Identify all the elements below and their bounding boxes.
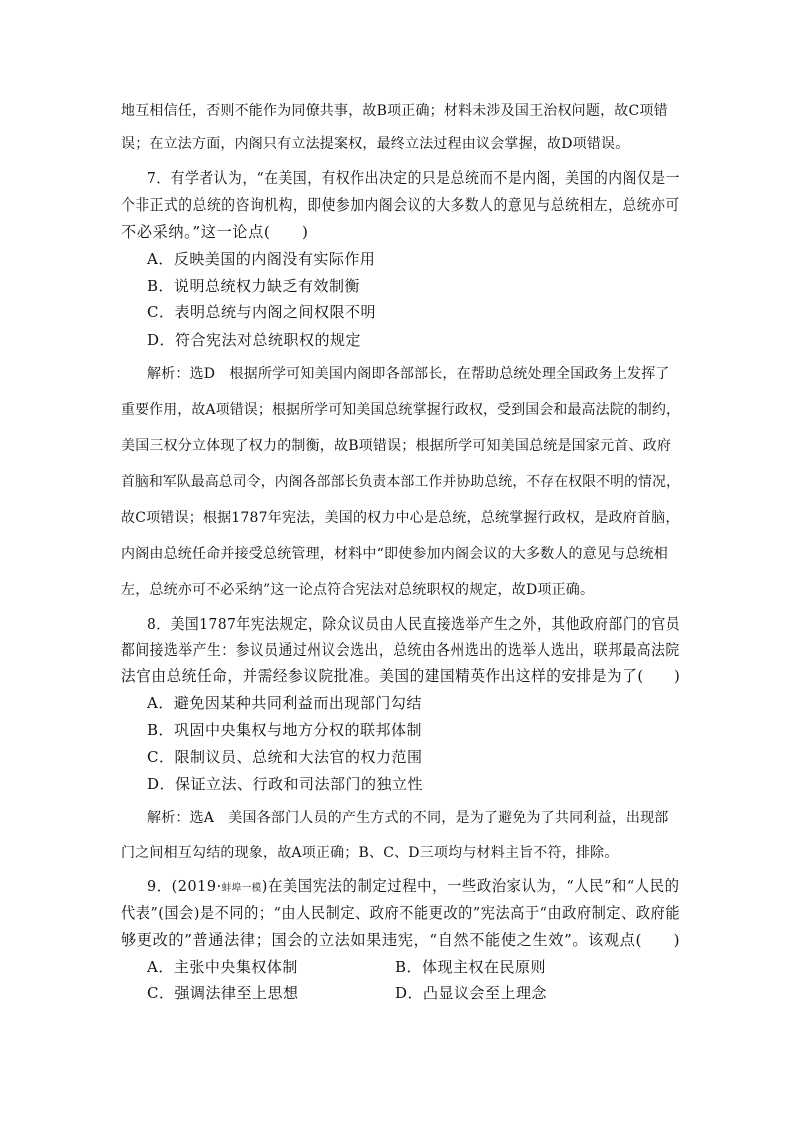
q9-stem-line-3: 够更改的”普通法律；国会的立法如果违宪，“自然不能使之生效”。该观点( ) [121, 931, 681, 949]
q9-option-a: A．主张中央集权体制 [147, 958, 298, 976]
q7-stem-line-2: 个非正式的总统的咨询机构，即使参加内阁会议的大多数人的意见与总统相左，总统亦可 [121, 196, 680, 214]
q7-option-d: D．符合宪法对总统职权的规定 [147, 331, 362, 349]
q9-option-b: B．体现主权在民原则 [395, 958, 547, 976]
q8-analysis-line-2: 门之间相互勾结的现象，故A项正确；B、C、D三项均与材料主旨不符，排除。 [121, 845, 619, 861]
q8-option-b: B．巩固中央集权与地方分权的联邦体制 [147, 721, 423, 739]
q7-analysis-line-3: 美国三权分立体现了权力的制衡，故B项错误；根据所学可知美国总统是国家元首、政府 [121, 438, 672, 454]
q9-option-c: C．强调法律至上思想 [147, 984, 299, 1002]
q8-analysis-line-1: 解析：选A 美国各部门人员的产生方式的不同，是为了避免为了共同利益，出现部 [147, 810, 669, 826]
q9-stem-suffix: )在美国宪法的制定过程中，一些政治家认为，“人民”和“人民的 [261, 877, 680, 895]
prev-analysis-line-1: 地互相信任，否则不能作为同僚共事，故B项正确；材料未涉及国王治权问题，故C项错 [121, 103, 668, 119]
q7-stem-line-1: 7．有学者认为，“在美国，有权作出决定的只是总统而不是内阁，美国的内阁仅是一 [147, 169, 680, 187]
q8-stem-line-3: 法官由总统任命，并需经参议院批准。美国的建国精英作出这样的安排是为了( ) [121, 667, 681, 685]
q8-option-d: D．保证立法、行政和司法部门的独立性 [147, 775, 424, 793]
q7-analysis-line-6: 内阁由总统任命并接受总统管理，材料中“即使参加内阁会议的大多数人的意见与总统相 [121, 546, 668, 562]
q7-analysis-line-2: 重要作用，故A项错误；根据所学可知美国总统掌握行政权，受到国会和最高法院的制约， [121, 402, 681, 418]
q7-analysis-line-5: 故C项错误；根据1787年宪法，美国的权力中心是总统，总统掌握行政权，是政府首脑， [121, 510, 680, 526]
q9-option-d: D．凸显议会至上理念 [395, 984, 548, 1002]
q7-analysis-line-4: 首脑和军队最高总司令，内阁各部部长负责本部工作并协助总统，不存在权限不明的情况， [121, 474, 681, 490]
q9-stem-line-1 [147, 879, 680, 894]
q7-option-a: A．反映美国的内阁没有实际作用 [147, 250, 376, 268]
q7-stem-line-3: 不必采纳。”这一论点( ) [121, 223, 309, 241]
q7-analysis-line-7: 左，总统亦可不必采纳”这一论点符合宪法对总统职权的规定，故D项正确。 [121, 582, 595, 598]
q9-stem-line-2: 代表”(国会)是不同的；“由人民制定、政府不能更改的”宪法高于“由政府制定、政府能 [121, 904, 681, 922]
q7-option-c: C．表明总统与内阁之间权限不明 [147, 303, 376, 321]
q8-option-c: C．限制议员、总统和大法官的权力范围 [147, 748, 423, 766]
q7-option-b: B．说明总统权力缺乏有效制衡 [147, 277, 361, 295]
q9-source-label: 蚌埠一模 [221, 883, 262, 894]
q8-option-a: A．避免因某种共同利益而出现部门勾结 [147, 694, 422, 712]
q8-stem-line-1: 8．美国1787年宪法规定，除众议员由人民直接选举产生之外，其他政府部门的官员 [147, 615, 681, 633]
q9-stem-prefix: 9．(2019· [147, 877, 222, 895]
q8-stem-line-2: 都间接选举产生：参议员通过州议会选出，总统由各州选出的选举人选出，联邦最高法院 [121, 641, 680, 659]
prev-analysis-line-2: 误；在立法方面，内阁只有立法提案权，最终立法过程由议会掌握，故D项错误。 [121, 136, 630, 152]
q7-analysis-line-1: 解析：选D 根据所学可知美国内阁即各部部长，在帮助总统处理全国政务上发挥了 [147, 366, 670, 382]
